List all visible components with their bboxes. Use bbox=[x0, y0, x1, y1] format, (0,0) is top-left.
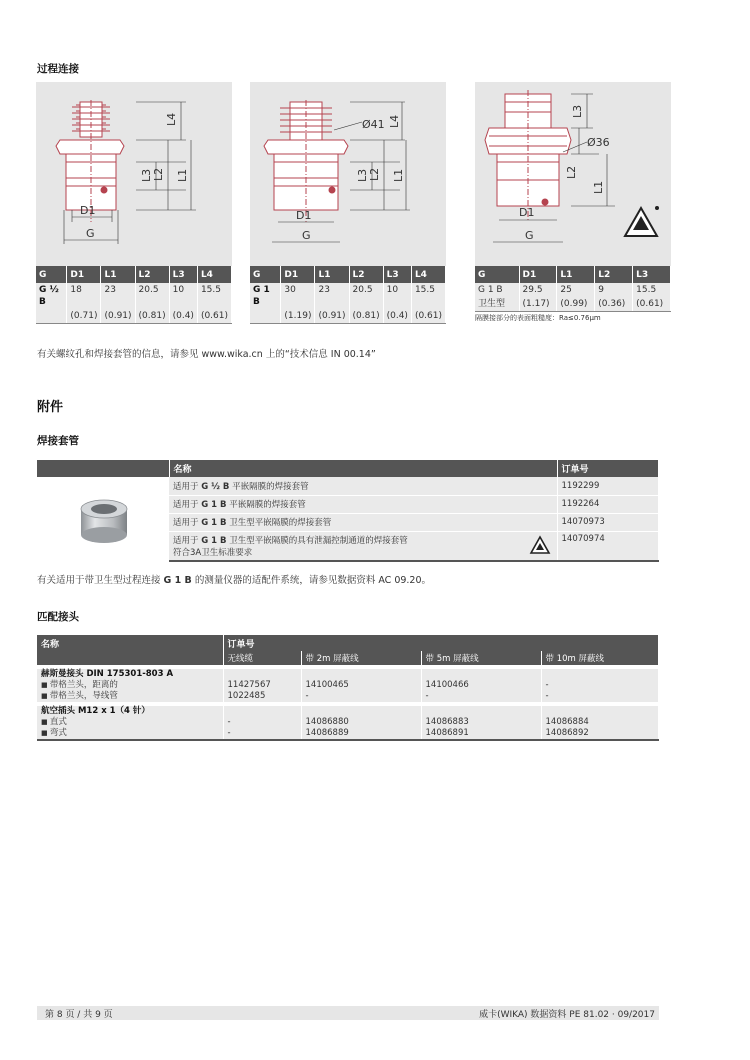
weld-socket-row-order: 1192299 bbox=[557, 477, 659, 495]
subsection-title-mating-connector: 匹配接头 bbox=[37, 611, 79, 623]
connector-row-value: 14100466 bbox=[421, 680, 541, 691]
cell: (0.4) bbox=[383, 309, 411, 324]
col-header: D1 bbox=[519, 266, 557, 283]
connector-row-value: 1022485 bbox=[223, 691, 301, 704]
cell bbox=[250, 309, 281, 324]
connector-row-name: ■ 直式 bbox=[37, 717, 223, 728]
cell: (0.4) bbox=[169, 309, 197, 324]
subcol-header: 带 5m 屏蔽线 bbox=[421, 651, 541, 667]
cell: (1.17) bbox=[519, 297, 557, 312]
col-header: L2 bbox=[349, 266, 383, 283]
col-header: D1 bbox=[281, 266, 315, 283]
connector-row-name: ■ 带格兰头，距离的 bbox=[37, 680, 223, 691]
dim-label: L2 bbox=[565, 165, 578, 179]
surface-roughness-note: 隔膜接部分的表面粗糙度：Ra≤0.76μm bbox=[475, 314, 601, 322]
connector-row-value: - bbox=[541, 691, 659, 704]
cell: (0.61) bbox=[411, 309, 445, 324]
dim-label: L2 bbox=[368, 167, 381, 181]
cell: 23 bbox=[101, 283, 135, 309]
connector-row-value: - bbox=[541, 680, 659, 691]
group-title: 航空插头 M12 x 1（4 针） bbox=[37, 704, 223, 717]
cell: (0.81) bbox=[135, 309, 169, 324]
dim-label: L1 bbox=[392, 168, 405, 182]
dimension-table-1 bbox=[36, 266, 232, 324]
dim-label: G bbox=[525, 229, 534, 242]
dim-label: D1 bbox=[519, 206, 535, 219]
weld-socket-note: 有关适用于带卫生型过程连接 G 1 B 的测量仪器的适配件系统，请参见数据资料 AC 09.20。 bbox=[37, 575, 432, 586]
subcol-header: 带 10m 屏蔽线 bbox=[541, 651, 659, 667]
col-header: L2 bbox=[135, 266, 169, 283]
weld-socket-row-order: 14070973 bbox=[557, 513, 659, 531]
cell: 15.5 bbox=[633, 283, 671, 297]
dim-label: L4 bbox=[165, 112, 178, 126]
weld-socket-row-name: 适用于 G ½ B 平嵌隔膜的焊接套管 bbox=[169, 477, 557, 495]
dim-label: L3 bbox=[140, 168, 153, 182]
connector-row-value: 11427567 bbox=[223, 680, 301, 691]
weld-socket-image bbox=[37, 477, 169, 561]
dimension-table-3 bbox=[475, 266, 671, 323]
cell: (0.61) bbox=[197, 309, 231, 324]
dim-label: D1 bbox=[80, 204, 96, 217]
col-header: D1 bbox=[67, 266, 101, 283]
col-header: L4 bbox=[197, 266, 231, 283]
cell: G 1 B bbox=[475, 283, 519, 297]
dim-label: L3 bbox=[356, 168, 369, 182]
weld-socket-row-order: 14070974 bbox=[557, 531, 659, 561]
cell: G ½ B bbox=[36, 283, 67, 309]
info-text: 有关螺纹孔和焊接套管的信息，请参见 www.wika.cn 上的“技术信息 IN 00.14” bbox=[37, 349, 376, 360]
connector-row-name: ■ 带格兰头，导线管 bbox=[37, 691, 223, 704]
weld-socket-row-name: 适用于 G 1 B 卫生型平嵌隔膜的具有泄漏控制通道的焊接套管 符合3A卫生标准要求 bbox=[169, 531, 557, 561]
technical-drawing-g-1-b bbox=[250, 82, 446, 266]
3a-sanitary-logo-icon bbox=[529, 535, 551, 555]
connector-row-value: - bbox=[301, 691, 421, 704]
col-header: G bbox=[250, 266, 281, 283]
cell: 18 bbox=[67, 283, 101, 309]
cell: 10 bbox=[383, 283, 411, 309]
mating-connector-table bbox=[37, 635, 659, 741]
weld-socket-table bbox=[37, 460, 659, 562]
cell: 29.5 bbox=[519, 283, 557, 297]
document-reference: 威卡(WIKA) 数据资料 PE 81.02 · 09/2017 bbox=[479, 1010, 655, 1020]
page-footer bbox=[37, 1006, 659, 1020]
cell: 25 bbox=[557, 283, 595, 297]
subcol-header: 无线缆 bbox=[223, 651, 301, 667]
col-header-name: 名称 bbox=[169, 460, 557, 477]
dim-label: D1 bbox=[296, 209, 312, 222]
cell: 15.5 bbox=[197, 283, 231, 309]
col-header: L4 bbox=[411, 266, 445, 283]
cell bbox=[36, 309, 67, 324]
cell: 9 bbox=[595, 283, 633, 297]
dim-label: L4 bbox=[388, 114, 401, 128]
col-header: L1 bbox=[315, 266, 349, 283]
connector-row-value: 14086884 bbox=[541, 717, 659, 728]
col-header: L1 bbox=[557, 266, 595, 283]
connector-row-value: 14086883 bbox=[421, 717, 541, 728]
section-title-accessories: 附件 bbox=[37, 400, 64, 415]
connector-row-name: ■ 弯式 bbox=[37, 728, 223, 740]
subcol-header: 带 2m 屏蔽线 bbox=[301, 651, 421, 667]
subsection-title-weld-socket: 焊接套管 bbox=[37, 435, 79, 447]
technical-drawing-g-1-b-sanitary bbox=[475, 82, 671, 266]
cell: 10 bbox=[169, 283, 197, 309]
cell: (0.99) bbox=[557, 297, 595, 312]
connector-row-value: 14086892 bbox=[541, 728, 659, 740]
col-header: G bbox=[475, 266, 519, 283]
dim-label: L1 bbox=[592, 180, 605, 194]
cell: (0.91) bbox=[315, 309, 349, 324]
cell: (0.91) bbox=[101, 309, 135, 324]
dim-label: L1 bbox=[176, 168, 189, 182]
cell: G 1 B bbox=[250, 283, 281, 309]
col-header-order: 订单号 bbox=[557, 460, 659, 477]
page-number: 第 8 页 / 共 9 页 bbox=[45, 1010, 113, 1020]
cell: 20.5 bbox=[135, 283, 169, 309]
col-header: L3 bbox=[169, 266, 197, 283]
col-header: L1 bbox=[101, 266, 135, 283]
cell: (0.71) bbox=[67, 309, 101, 324]
connector-row-value: - bbox=[223, 728, 301, 740]
weld-socket-row-name: 适用于 G 1 B 平嵌隔膜的焊接套管 bbox=[169, 495, 557, 513]
weld-socket-row-name: 适用于 G 1 B 卫生型平嵌隔膜的焊接套管 bbox=[169, 513, 557, 531]
connector-row-value: 14086880 bbox=[301, 717, 421, 728]
cell: (1.19) bbox=[281, 309, 315, 324]
col-header: G bbox=[36, 266, 67, 283]
col-header-name: 名称 bbox=[37, 635, 223, 651]
cell: 23 bbox=[315, 283, 349, 309]
dim-label: L3 bbox=[571, 104, 584, 118]
cell: 15.5 bbox=[411, 283, 445, 309]
connector-row-value: 14086889 bbox=[301, 728, 421, 740]
dim-label: Ø41 bbox=[362, 118, 385, 131]
connector-row-value: 14086891 bbox=[421, 728, 541, 740]
col-header: L2 bbox=[595, 266, 633, 283]
col-header-order: 订单号 bbox=[223, 635, 659, 651]
dim-label: L2 bbox=[152, 167, 165, 181]
connector-row-value: - bbox=[421, 691, 541, 704]
connector-row-value: 14100465 bbox=[301, 680, 421, 691]
dim-label: G bbox=[302, 229, 311, 242]
cell: 20.5 bbox=[349, 283, 383, 309]
3a-sanitary-logo-icon bbox=[625, 206, 659, 236]
col-header: L3 bbox=[383, 266, 411, 283]
cell: (0.36) bbox=[595, 297, 633, 312]
connector-row-value: - bbox=[223, 717, 301, 728]
weld-socket-row-order: 1192264 bbox=[557, 495, 659, 513]
dimension-table-2 bbox=[250, 266, 446, 324]
dim-label: Ø36 bbox=[587, 136, 610, 149]
section-title-process-connection: 过程连接 bbox=[37, 63, 79, 75]
cell: 卫生型 bbox=[475, 297, 519, 312]
group-title: 赫斯曼接头 DIN 175301-803 A bbox=[37, 667, 223, 680]
cell: 30 bbox=[281, 283, 315, 309]
dim-label: G bbox=[86, 227, 95, 240]
technical-drawing-g-half-b bbox=[36, 82, 232, 266]
cell: (0.61) bbox=[633, 297, 671, 312]
cell: (0.81) bbox=[349, 309, 383, 324]
col-header: L3 bbox=[633, 266, 671, 283]
